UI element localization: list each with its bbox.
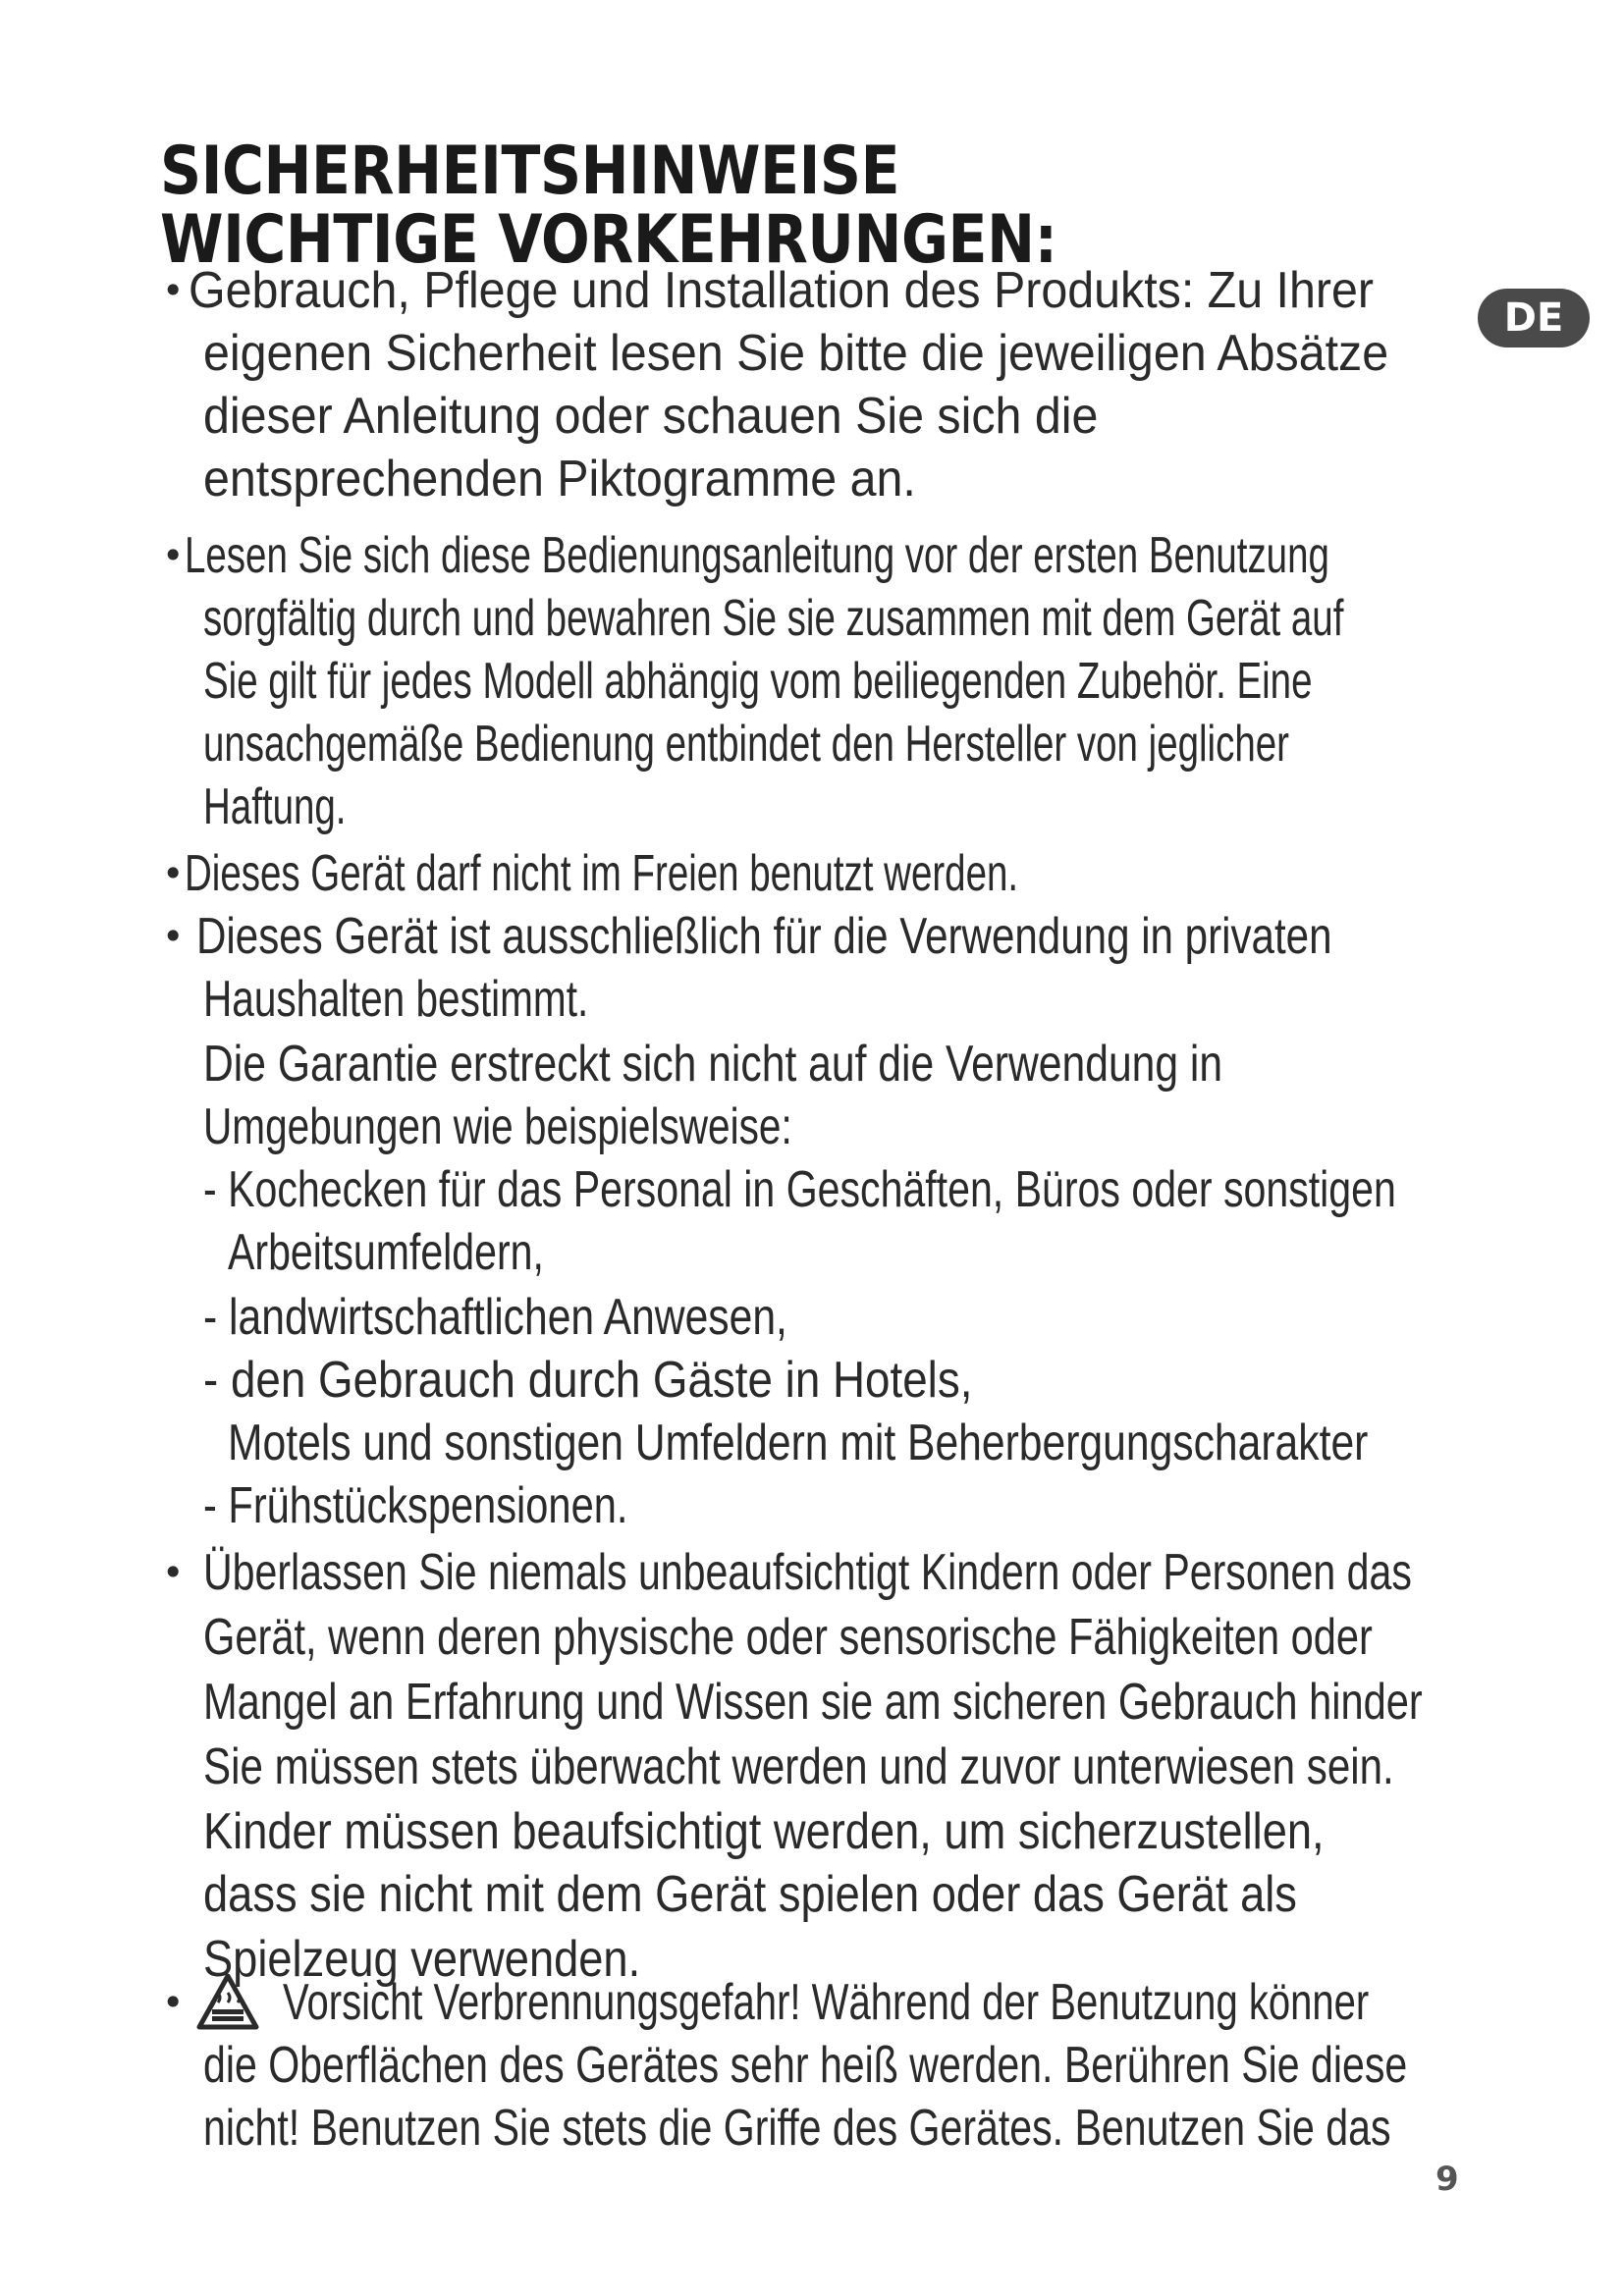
p6-line: nicht! Benutzen Sie stets die Griffe des Gerätes. Benutzen Sie das <box>203 2100 1391 2157</box>
p5-line: Überlassen Sie niemals unbeaufsichtigt Kindern oder Personen das <box>203 1544 1412 1601</box>
bullet-marker: • <box>162 852 185 895</box>
p1-line: dieser Anleitung oder schauen Sie sich die <box>203 388 1099 445</box>
hot-surface-warning-icon <box>196 1973 259 2030</box>
p4-line: Arbeitsumfeldern, <box>228 1224 544 1281</box>
language-badge: DE <box>1478 289 1590 347</box>
p4-line: - landwirtschaftlichen Anwesen, <box>203 1289 787 1346</box>
p2-line: unsachgemäße Bedienung entbindet den Hersteller von jeglicher <box>203 716 1289 773</box>
p5-line: Sie müssen stets überwacht werden und zuvor unterwiesen sein. <box>203 1738 1394 1795</box>
p5-line: Kinder müssen beaufsichtigt werden, um sicherzustellen, <box>203 1803 1325 1860</box>
p5-line: dass sie nicht mit dem Gerät spielen oder das Gerät als <box>203 1866 1297 1923</box>
p4-line: Die Garantie erstreckt sich nicht auf die Verwendung in <box>203 1036 1223 1093</box>
p4-line: Umgebungen wie beispielsweise: <box>203 1098 792 1155</box>
p6-line: Vorsicht Verbrennungsgefahr! Während der Benutzung könner <box>283 1974 1370 2031</box>
p2-line: Haftung. <box>203 778 347 835</box>
p4-line: - Kochecken für das Personal in Geschäften, Büros oder sonstigen <box>203 1161 1396 1218</box>
p1-line: entsprechenden Piktogramme an. <box>203 451 916 507</box>
p1-line: Gebrauch, Pflege und Installation des Produkts: Zu Ihrer <box>189 262 1374 319</box>
p5-line: Mangel an Erfahrung und Wissen sie am sicheren Gebrauch hinder <box>203 1674 1423 1731</box>
page-heading <box>160 133 1057 279</box>
page-number: 9 <box>1435 2160 1459 2199</box>
bullet-marker: • <box>162 1551 185 1594</box>
bullet-marker: • <box>162 534 185 577</box>
p6-line: die Oberflächen des Gerätes sehr heiß werden. Berühren Sie diese <box>203 2037 1408 2094</box>
bullet-marker: • <box>162 915 185 958</box>
p2-line: Lesen Sie sich diese Bedienungsanleitung vor der ersten Benutzung <box>185 527 1329 584</box>
p1-line: eigenen Sicherheit lesen Sie bitte die jeweiligen Absätze <box>203 325 1389 382</box>
p2-line: sorgfältig durch und bewahren Sie sie zusammen mit dem Gerät auf <box>203 590 1344 647</box>
bullet-marker: • <box>162 1981 185 2024</box>
p5-line: Spielzeug verwenden. <box>203 1931 641 1988</box>
p5-line: Gerät, wenn deren physische oder sensorische Fähigkeiten oder <box>203 1609 1373 1666</box>
p4-line: Motels und sonstigen Umfeldern mit Beherbergungscharakter <box>228 1415 1369 1471</box>
heading-line-2: WICHTIGE VORKEHRUNGEN: <box>160 201 1057 279</box>
bullet-marker: • <box>162 269 185 312</box>
p4-line: Dieses Gerät ist ausschließlich für die Verwendung in privaten <box>196 908 1332 965</box>
p3-line: Dieses Gerät darf nicht im Freien benutzt werden. <box>185 845 1019 902</box>
p4-line: - Frühstückspensionen. <box>203 1477 628 1534</box>
p2-line: Sie gilt für jedes Modell abhängig vom beiliegenden Zubehör. Eine <box>203 653 1313 710</box>
heading-line-1: SICHERHEITSHINWEISE <box>160 133 900 210</box>
p4-line: Haushalten bestimmt. <box>203 971 589 1028</box>
p4-line: - den Gebrauch durch Gäste in Hotels, <box>203 1352 973 1409</box>
